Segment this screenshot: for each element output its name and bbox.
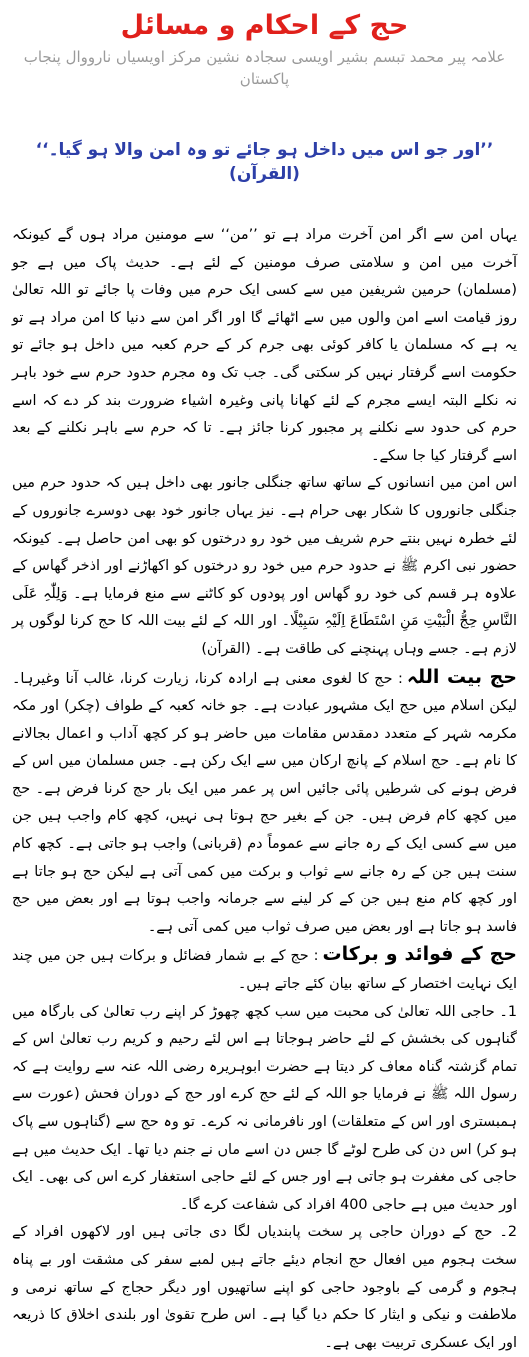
- hajj-text: : حج کا لغوی معنی ہے ارادہ کرنا، زیارت کرنا، غالب آنا وغیرہا۔ لیکن اسلام میں حج ایک مشہور عبادت ہے۔ جو خانہ کعبہ کے طواف (چکر) اور مکہ مکرمہ شہر کے متعدد دمقدس مقامات میں حاضر ہو کر کچھ آداب و اعمال بجالانے کا نام ہے۔ حج اسلام کے پانچ ارکان میں سے ایک رکن ہے۔ جس مسلمان میں اس کے فرض ہونے کی شرطیں پائی جائیں اس پر عمر میں ایک بار حج کرنا فرض ہے۔ حج میں کچھ کام فرض ہیں۔ جن کے بغیر حج ہوتا ہی نہیں، کچھ کام واجب ہیں جن میں سے کسی ایک کے رہ جانے سے عموماً دم (قربانی) واجب ہو جاتی ہے۔ کچھ کام سنت ہیں جن کے رہ جانے سے ثواب و برکت میں کمی آتی ہے لیکن حج ہو جاتا ہے اور کچھ کام منع ہیں جن کے کر لینے سے جرمانہ واجب ہوتا ہے اور بعض میں حج فاسد ہو جاتا ہے اور بعض میں صرف ثواب میں کمی آتی ہے۔: [12, 670, 517, 935]
- list-item: 1۔ حاجی اللہ تعالیٰ کی محبت میں سب کچھ چھوڑ کر اپنے رب تعالیٰ کی بارگاہ میں گناہوں کی بخشش کے لئے حاضر ہوجاتا ہے اس لئے رحیم و کریم رب تعالیٰ اس کے تمام گزشتہ گناہ معاف کر دیتا ہے حضرت ابوہریرہ رضی اللہ عنہ سے روایت ہے کہ رسول اللہ ﷺ نے فرمایا جو اللہ کے لئے حج کرے اور حج کے دوران فحش (عورت سے ہمبستری اور اس کے متعلقات) اور نافرمانی نہ کرے۔ تو وہ حج سے (گناہوں سے پاک ہو کر) اس دن کی طرح لوٹے گا جس دن اسے ماں نے جنم دیا تھا۔ ایک حدیث میں ہے حاجی کی مغفرت ہو جاتی ہے اور جس کے لئے حاجی استغفار کرے اس کی بھی۔ ایک اور حدیث میں ہے حاجی 400 افراد کی شفاعت کرے گا۔: [12, 1003, 517, 1213]
- paragraph: یہاں امن سے اگر امن آخرت مراد ہے تو ’’من‘‘ سے مومنین مراد ہوں گے کیونکہ آخرت میں امن و سلامتی صرف مومنین کے لئے ہے۔ حدیث پاک میں ہے جو (مسلمان) حرمین شریفین میں سے کسی ایک حرم میں وفات پا جائے تو اللہ تعالیٰ روز قیامت اسے امن والوں میں سے اٹھائے گا اور اگر امن سے دنیا کا امن مراد ہے تو یہ ہے کہ مسلمان یا کافر کوئی بھی جرم کر کے حرم کعبہ میں داخل ہو جائے تو حکومت اسے گرفتار نہیں کر سکتی گی۔ جب تک وہ مجرم حدود حرم سے خود باہر نہ نکلے البتہ ایسے مجرم کے لئے کھانا پانی وغیرہ اشیاء ضرورت بند کر دے کہ اسے حرم کی حدود سے نکلنے پر مجبور کرنا جائز ہے۔ تا کہ حرم سے باہر نکلنے کے بعد اسے گرفتار کیا جا سکے۔: [12, 227, 517, 464]
- author-byline: علامہ پیر محمد تبسم بشیر اویسی سجادہ نشین مرکز اویسیاں نارووال پنجاب پاکستان: [23, 48, 506, 88]
- article-title: حج کے احکام و مسائل: [120, 10, 409, 41]
- hajj-section: [12, 664, 517, 942]
- section-heading-hajj: حج بیت اللہ: [406, 665, 518, 688]
- article-body: [12, 222, 517, 1357]
- benefits-text: : حج کے بے شمار فضائل و برکات ہیں جن میں چند ایک نہایت اختصار کے ساتھ بیان کئے جاتے ہیں۔: [12, 948, 517, 993]
- quran-verse: ’’اور جو اس میں داخل ہو جائے تو وہ امن والا ہو گیا۔‘‘ (القرآن): [35, 140, 494, 184]
- benefits-section: [12, 941, 517, 998]
- section-heading-benefits: حج کے فوائد و برکات: [322, 943, 518, 966]
- list-item: 2۔ حج کے دوران حاجی پر سخت پابندیاں لگا دی جاتی ہیں اور لاکھوں افراد کے سخت ہجوم میں افعال حج انجام دیئے جاتے ہیں لمبے سفر کی مشقت اور بے پناہ ہجوم و گرمی کے باوجود حاجی کو اپنے ساتھیوں اور دیگر حجاج کے ساتھ نرمی و ملاطفت و نیکی و ایثار کا حکم دیا گیا ہے۔ اس طرح تقویٰ اور بلندی اخلاق کا ذریعہ اور ایک عسکری تربیت بھی ہے۔: [12, 1224, 517, 1351]
- paragraph: اس امن میں انسانوں کے ساتھ ساتھ جنگلی جانور بھی داخل ہیں کہ حدود حرم میں جنگلی جانوروں کا شکار بھی حرام ہے۔ نیز یہاں جانور خود بھی دوسرے جانوروں کے لئے خطرہ نہیں بنتے حرم شریف میں خود رو درختوں کو بھی امن حاصل ہے۔ کیونکہ حضور نبی اکرم ﷺ نے حدود حرم میں خود رو درختوں کو اکھاڑنے اور اذخر گھاس کے علاوہ ہر قسم کی خود رو گھاس اور پودوں کو کاٹنے سے منع فرمایا ہے۔ وَلِلّٰہِ عَلَی النَّاسِ حِجُّ الْبَیْتِ مَنِ اسْتَطَاعَ اِلَیْہِ سَبِیْلًا۔ اور اللہ کے لئے بیت اللہ کا حج کرنا لوگوں پر لازم ہے۔ جسے وہاں پہنچنے کی طاقت ہے۔ (القرآن): [12, 475, 517, 657]
